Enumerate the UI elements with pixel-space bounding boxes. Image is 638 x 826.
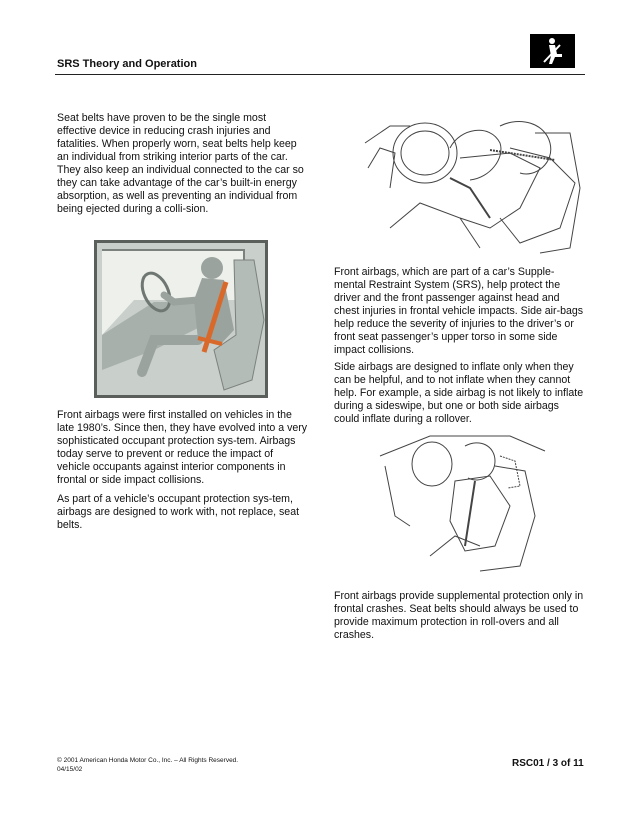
airbag-history-paragraph: Front airbags were first installed on vehicles in the late 1980’s. Since then, they have evolved into a very sophisticated occupant protection sys-tem. Airbags today serve to prevent or reduce the impact of vehicle occupants against interior components in frontal or side impact collisions. bbox=[57, 409, 308, 486]
seatbelt-paragraph: Seat belts have proven to be the single most effective device in reducing crash injuries and fatalities. When properly worn, seat belts help keep an individual from striking interior parts of the car. They also keep an individual connected to the car so they can take advantage of the car’s built-in energy absorption, as well as preventing an individual from being ejected during a colli-sion. bbox=[57, 112, 304, 215]
supplemental-protection-paragraph: Front airbags provide supplemental protection only in frontal crashes. Seat belts should always be used to provide maximum protection in roll-overs and all crashes. bbox=[334, 590, 584, 641]
side-airbags-paragraph: Side airbags are designed to inflate only when they can be helpful, and to not inflate when they cannot help. For example, a side airbag is not likely to inflate during a sideswipe, but one or both side airbags could inflate during a rollover. bbox=[334, 361, 584, 425]
side-airbag-illustration bbox=[370, 426, 550, 576]
footer-date: 04/15/02 bbox=[57, 766, 83, 773]
airbag-purpose-paragraph: As part of a vehicle’s occupant protection sys-tem, airbags are designed to work with, not replace, seat belts. bbox=[57, 493, 300, 531]
page-title: SRS Theory and Operation bbox=[57, 58, 197, 70]
front-airbag-illustration bbox=[350, 108, 585, 258]
footer-page-number: RSC01 / 3 of 11 bbox=[512, 758, 584, 769]
header-divider bbox=[55, 74, 585, 75]
seatbelt-icon bbox=[530, 34, 575, 68]
seatbelt-illustration bbox=[94, 240, 268, 398]
front-airbags-paragraph: Front airbags, which are part of a car’s Supple-mental Restraint System (SRS), help protect the driver and the front passenger against head and chest injuries in frontal vehicle impacts. Side air-bags help reduce the severity of injuries to the driver’s or front seat passenger’s upper torso in some side impact collisions. bbox=[334, 266, 584, 356]
footer-copyright: © 2001 American Honda Motor Co., Inc. – All Rights Reserved. bbox=[57, 757, 239, 764]
